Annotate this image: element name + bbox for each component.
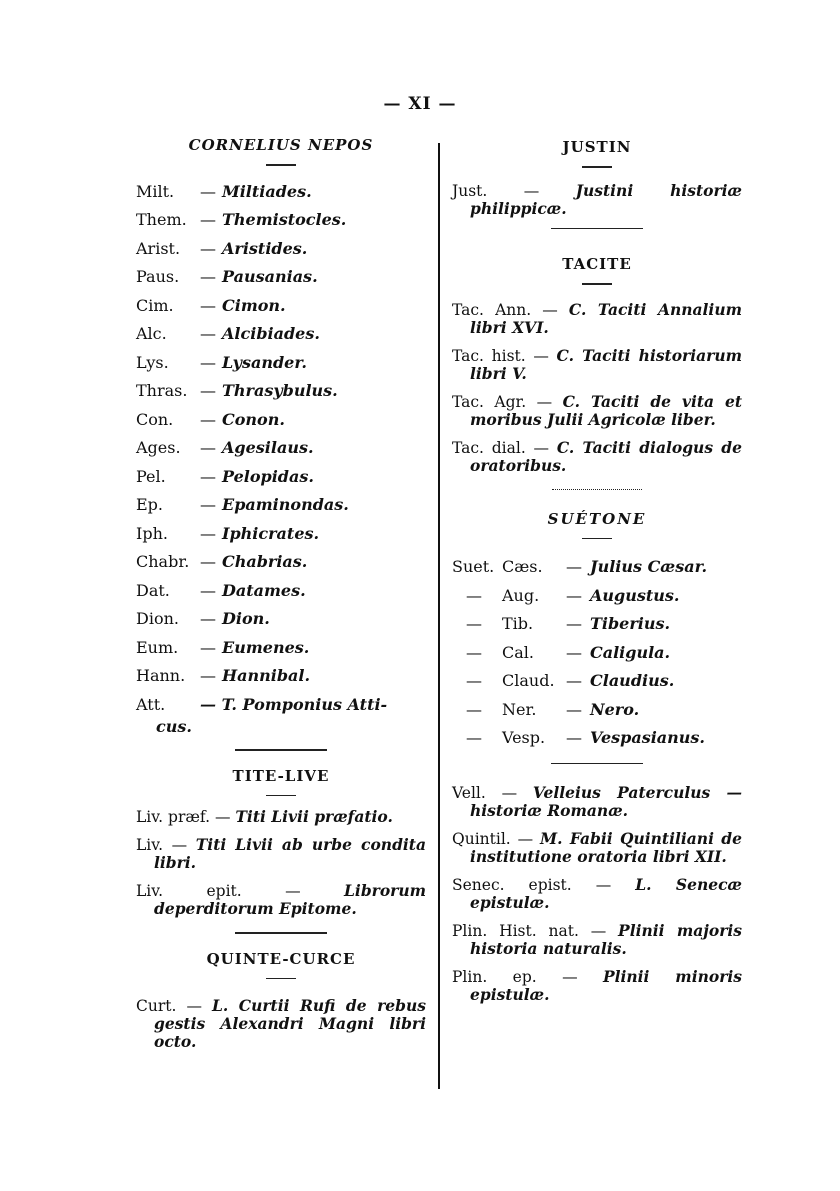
row-name: Tiberius. xyxy=(590,614,671,633)
section-heading-justin: JUSTIN xyxy=(562,138,632,156)
row-dash: — xyxy=(200,181,216,201)
section-heading-tacitus: TACITE xyxy=(562,255,632,273)
row-abbr: Dion. xyxy=(136,609,179,628)
row-name: Themistocles. xyxy=(222,210,347,229)
heading-rule xyxy=(582,283,612,285)
row-abbr: Att. xyxy=(136,694,166,714)
row-prefix: Suet. xyxy=(452,557,495,576)
row-prefix: — xyxy=(466,671,482,690)
entry-title: Titi Livii ab urbe condita libri. xyxy=(154,835,426,872)
nepos-row xyxy=(136,634,426,663)
row-abbr: Cal. xyxy=(502,642,534,662)
entry-title: C. Taciti historiarum libri V. xyxy=(470,345,742,383)
entry-title: Plinii minoris epistulæ. xyxy=(470,967,742,1004)
nepos-row xyxy=(136,349,426,378)
suetonius-row xyxy=(452,696,742,725)
row-name: — T. Pomponius Atti- xyxy=(200,694,388,714)
row-abbr: Arist. xyxy=(136,238,181,258)
row-name: Augustus. xyxy=(590,585,680,605)
bibliography-entry xyxy=(136,882,426,918)
row-name: Agesilaus. xyxy=(222,438,314,457)
row-dash: — xyxy=(200,295,216,315)
row-abbr: Ages. xyxy=(136,438,181,457)
row-name: Chabrias. xyxy=(222,552,308,571)
heading-rule xyxy=(582,166,612,168)
row-name: Pelopidas. xyxy=(222,466,314,486)
suetonius-row xyxy=(452,724,742,753)
row-dash: — xyxy=(200,210,216,229)
entry-title: Librorum deperditorum Epitome. xyxy=(154,881,426,918)
row-dash: — xyxy=(566,614,582,633)
suetonius-row xyxy=(452,553,742,582)
row-dash: — xyxy=(200,466,216,486)
row-abbr: Dat. xyxy=(136,580,170,600)
curtius-list xyxy=(136,997,426,1051)
bibliography-entry xyxy=(452,922,742,958)
suetonius-list xyxy=(452,553,742,753)
entry-abbr: Vell. — xyxy=(452,784,533,802)
row-abbr: Milt. xyxy=(136,181,175,201)
nepos-row xyxy=(136,206,426,235)
row-name: Cimon. xyxy=(222,295,286,315)
livy-list xyxy=(136,808,426,918)
row-dash: — xyxy=(566,671,582,690)
nepos-row xyxy=(136,320,426,349)
entry-abbr: Senec. epist. — xyxy=(452,876,636,894)
nepos-row xyxy=(136,605,426,634)
entry-abbr: Liv. epit. — xyxy=(136,882,345,900)
left-column xyxy=(136,130,426,1061)
section-rule xyxy=(235,932,327,934)
bibliography-entry xyxy=(452,182,742,218)
section-heading-livy: TITE-LIVE xyxy=(232,766,330,785)
row-dash: — xyxy=(200,523,216,543)
column-divider xyxy=(438,143,440,1089)
row-name: Caligula. xyxy=(590,642,671,662)
suetonius-row xyxy=(452,582,742,611)
row-name: Datames. xyxy=(222,580,306,600)
row-name: Vespasianus. xyxy=(590,728,705,747)
page-number: — XI — xyxy=(383,94,457,114)
bibliography-entry xyxy=(136,836,426,872)
entry-abbr: Tac. hist. — xyxy=(452,346,557,365)
bibliography-entry xyxy=(136,997,426,1051)
nepos-row xyxy=(136,662,426,691)
row-abbr: Cæs. xyxy=(502,557,543,576)
nepos-row xyxy=(136,577,426,606)
row-name: Thrasybulus. xyxy=(222,381,338,400)
entry-title: Plinii majoris historia naturalis. xyxy=(470,921,742,958)
entry-title: L. Senecæ epistulæ. xyxy=(470,875,743,912)
row-prefix: — xyxy=(466,585,482,605)
row-abbr: Chabr. xyxy=(136,552,190,571)
row-name-continuation: cus. xyxy=(156,717,192,736)
suetonius-row xyxy=(452,610,742,639)
section-heading-nepos: CORNELIUS NEPOS xyxy=(188,136,374,154)
row-name: Dion. xyxy=(222,609,270,628)
row-abbr: Iph. xyxy=(136,523,168,543)
row-dash: — xyxy=(566,699,582,719)
entry-title: Titi Livii præfatio. xyxy=(235,807,393,826)
entry-abbr: Tac. Ann. — xyxy=(452,300,569,319)
row-dash: — xyxy=(200,438,216,457)
row-name: Eumenes. xyxy=(222,637,310,657)
row-dash: — xyxy=(200,409,216,429)
row-name: Aristides. xyxy=(222,238,308,258)
nepos-row xyxy=(136,491,426,520)
entry-abbr: Liv. præf. — xyxy=(136,808,236,826)
row-dash: — xyxy=(200,666,216,685)
section-heading-suetonius: SUÉTONE xyxy=(547,509,647,528)
other-authors-list xyxy=(452,784,742,1004)
row-dash: — xyxy=(200,352,216,372)
row-name: Alcibiades. xyxy=(222,324,320,343)
heading-rule xyxy=(266,795,296,797)
nepos-row xyxy=(136,463,426,492)
nepos-row xyxy=(136,178,426,207)
row-abbr: Claud. xyxy=(502,671,555,690)
heading-rule xyxy=(266,978,296,980)
bibliography-entry xyxy=(452,393,742,429)
nepos-row xyxy=(136,548,426,577)
entry-abbr: Liv. — xyxy=(136,836,196,854)
justin-list xyxy=(452,182,742,218)
row-dash: — xyxy=(200,324,216,343)
nepos-row xyxy=(136,235,426,264)
row-dash: — xyxy=(200,238,216,258)
bibliography-entry xyxy=(452,347,742,383)
entry-abbr: Tac. dial. — xyxy=(452,438,557,457)
right-column xyxy=(452,130,742,1014)
row-abbr: Them. xyxy=(136,210,187,229)
bibliography-entry xyxy=(452,830,742,866)
row-abbr: Thras. xyxy=(136,381,188,400)
entry-title: Justini historiæ philippicæ. xyxy=(470,180,742,218)
section-rule xyxy=(551,228,643,230)
entry-title: C. Taciti de vita et moribus Julii Agricolæ liber. xyxy=(470,391,742,429)
row-abbr: Paus. xyxy=(136,267,180,286)
section-rule xyxy=(552,489,642,490)
bibliography-entry xyxy=(452,301,742,337)
section-heading-curtius: QUINTE-CURCE xyxy=(206,949,356,968)
nepos-list xyxy=(136,178,426,691)
entry-abbr: Curt. — xyxy=(136,997,212,1015)
row-abbr: Ep. xyxy=(136,495,164,514)
row-name: Epaminondas. xyxy=(222,495,349,514)
entry-title: C. Taciti Annalium libri XVI. xyxy=(470,299,742,337)
row-name: Julius Cæsar. xyxy=(590,557,708,576)
row-abbr: Alc. xyxy=(136,324,167,343)
row-abbr: Ner. xyxy=(502,699,537,719)
row-dash: — xyxy=(200,381,216,400)
row-abbr: Lys. xyxy=(136,352,169,372)
nepos-row-att xyxy=(136,691,426,720)
row-prefix: — xyxy=(466,699,482,719)
bibliography-entry xyxy=(136,808,426,826)
suetonius-row xyxy=(452,667,742,696)
row-name: Pausanias. xyxy=(222,267,318,286)
nepos-row xyxy=(136,377,426,406)
row-prefix: — xyxy=(466,728,482,747)
row-abbr: Con. xyxy=(136,409,174,429)
nepos-row xyxy=(136,263,426,292)
entry-title: C. Taciti dialogus de oratoribus. xyxy=(470,437,742,475)
row-abbr: Eum. xyxy=(136,637,179,657)
nepos-row xyxy=(136,292,426,321)
nepos-row xyxy=(136,434,426,463)
row-dash: — xyxy=(566,585,582,605)
row-dash: — xyxy=(200,609,216,628)
heading-rule xyxy=(582,538,612,540)
bibliography-entry xyxy=(452,439,742,475)
bibliography-entry xyxy=(452,876,742,912)
row-prefix: — xyxy=(466,614,482,633)
entry-abbr: Plin. Hist. nat. — xyxy=(452,922,619,940)
row-prefix: — xyxy=(466,642,482,662)
entry-abbr: Tac. Agr. — xyxy=(452,392,563,411)
row-dash: — xyxy=(200,580,216,600)
row-dash: — xyxy=(566,728,582,747)
row-dash: — xyxy=(566,557,582,576)
entry-title: L. Curtii Rufi de rebus gestis Alexandri Magni libri octo. xyxy=(154,996,426,1051)
row-dash: — xyxy=(200,637,216,657)
row-abbr: Aug. xyxy=(502,585,540,605)
row-name: Iphicrates. xyxy=(222,523,320,543)
row-abbr: Pel. xyxy=(136,466,166,486)
entry-abbr: Just. — xyxy=(452,181,576,200)
bibliography-entry xyxy=(452,968,742,1004)
row-abbr: Hann. xyxy=(136,666,186,685)
entry-abbr: Plin. ep. — xyxy=(452,968,603,986)
row-dash: — xyxy=(566,642,582,662)
row-name: Hannibal. xyxy=(222,666,311,685)
row-dash: — xyxy=(200,267,216,286)
row-name: Miltiades. xyxy=(222,181,312,201)
section-rule xyxy=(551,763,643,765)
bibliography-entry xyxy=(452,784,742,820)
suetonius-row xyxy=(452,639,742,668)
row-name: Claudius. xyxy=(590,671,675,690)
tacitus-list xyxy=(452,301,742,475)
entry-abbr: Quintil. — xyxy=(452,830,540,848)
nepos-row xyxy=(136,520,426,549)
row-abbr: Vesp. xyxy=(502,728,546,747)
row-abbr: Tib. xyxy=(502,614,534,633)
row-name: Conon. xyxy=(222,409,285,429)
row-dash: — xyxy=(200,495,216,514)
nepos-row xyxy=(136,406,426,435)
entry-title: Velleius Paterculus — historiæ Romanæ. xyxy=(470,783,743,820)
heading-rule xyxy=(266,164,296,166)
row-name: Lysander. xyxy=(222,352,307,372)
entry-title: M. Fabii Quintiliani de institutione oratoria libri XII. xyxy=(470,829,742,866)
row-abbr: Cim. xyxy=(136,295,174,315)
row-dash: — xyxy=(200,552,216,571)
row-name: Nero. xyxy=(590,699,640,719)
section-rule xyxy=(235,749,327,751)
